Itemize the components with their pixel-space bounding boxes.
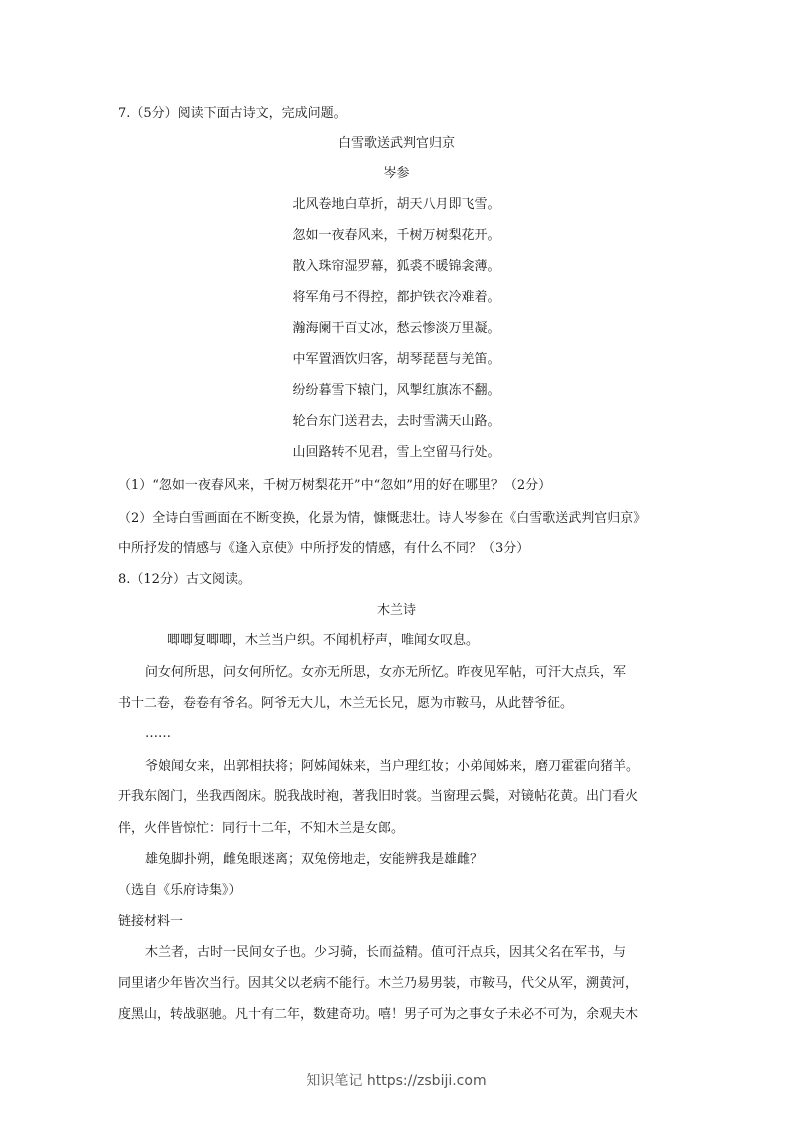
paragraph-2-line1: 问女何所思，问女何所忆。女亦无所思，女亦无所忆。昨夜见军帖，可汗大点兵，军 <box>145 665 627 680</box>
poem-line: 中军置酒饮归客，胡琴琵琶与羌笛。 <box>292 352 501 367</box>
text-title: 木兰诗 <box>376 603 416 618</box>
poem-line: 山回路转不见君，雪上空留马行处。 <box>292 445 501 460</box>
poem-line: 轮台东门送君去，去时雪满天山路。 <box>292 414 501 429</box>
poem-line: 瀚海阑干百丈冰，愁云惨淡万里凝。 <box>292 321 501 336</box>
link-material-title: 链接材料一 <box>118 914 184 929</box>
poem-line: 将军角弓不得控，都护铁衣冷难着。 <box>292 290 501 305</box>
question-7-sub2-line2: 中所抒发的情感与《逢入京使》中所抒发的情感，有什么不同？（3分） <box>118 541 530 556</box>
question-7-heading: 7.（5分）阅读下面古诗文，完成问题。 <box>118 106 347 121</box>
source-note: （选自《乐府诗集》） <box>118 883 242 898</box>
question-7-sub2-line1: （2）全诗白雪画面在不断变换，化景为情，慷慨悲壮。诗人岑参在《白雪歌送武判官归京》 <box>118 511 647 526</box>
poem-line: 纷纷暮雪下辕门，风掣红旗冻不翻。 <box>292 383 501 398</box>
link-material-line3: 度黑山，转战驱驰。凡十有二年，数建奇功。嘻！男子可为之事女子未必不可为，余观夫木 <box>118 1007 639 1022</box>
link-material-line1: 木兰者，古时一民间女子也。少习骑，长而益精。值可汗点兵，因其父名在军书，与 <box>145 945 627 960</box>
poem-line: 忽如一夜春风来，千树万树梨花开。 <box>292 228 501 243</box>
paragraph-1: 唧唧复唧唧，木兰当户织。不闻机杼声，唯闻女叹息。 <box>167 633 480 648</box>
paragraph-3-line2: 开我东阁门，坐我西阁床。脱我战时袍，著我旧时裳。当窗理云鬓，对镜帖花黄。出门看火 <box>118 789 639 804</box>
link-material-line2: 同里诸少年皆次当行。因其父以老病不能行。木兰乃易男装，市鞍马，代父从军，溯黄河， <box>118 976 639 991</box>
poem-line: 散入珠帘湿罗幕，狐裘不暖锦衾薄。 <box>292 259 501 274</box>
footer-watermark: 知识笔记 https://zsbiji.com <box>306 1073 487 1089</box>
poem-author: 岑参 <box>383 166 410 181</box>
paragraph-3-line3: 伴，火伴皆惊忙：同行十二年，不知木兰是女郎。 <box>118 821 405 836</box>
paragraph-4: 雄兔脚扑朔，雌兔眼迷离；双兔傍地走，安能辨我是雄雌？ <box>145 852 484 867</box>
question-7-sub1: （1）“忽如一夜春风来，千树万树梨花开”中“忽如”用的好在哪里？（2分） <box>118 478 552 493</box>
poem-title: 白雪歌送武判官归京 <box>337 136 455 151</box>
ellipsis: …… <box>145 726 171 741</box>
paragraph-3-line1: 爷娘闻女来，出郭相扶将；阿姊闻妹来，当户理红妆；小弟闻姊来，磨刀霍霍向猪羊。 <box>145 759 640 774</box>
poem-line: 北风卷地白草折，胡天八月即飞雪。 <box>292 197 501 212</box>
question-8-heading: 8.（12分）古文阅读。 <box>118 572 251 587</box>
paragraph-2-line2: 书十二卷，卷卷有爷名。阿爷无大儿，木兰无长兄，愿为市鞍马，从此替爷征。 <box>118 696 574 711</box>
